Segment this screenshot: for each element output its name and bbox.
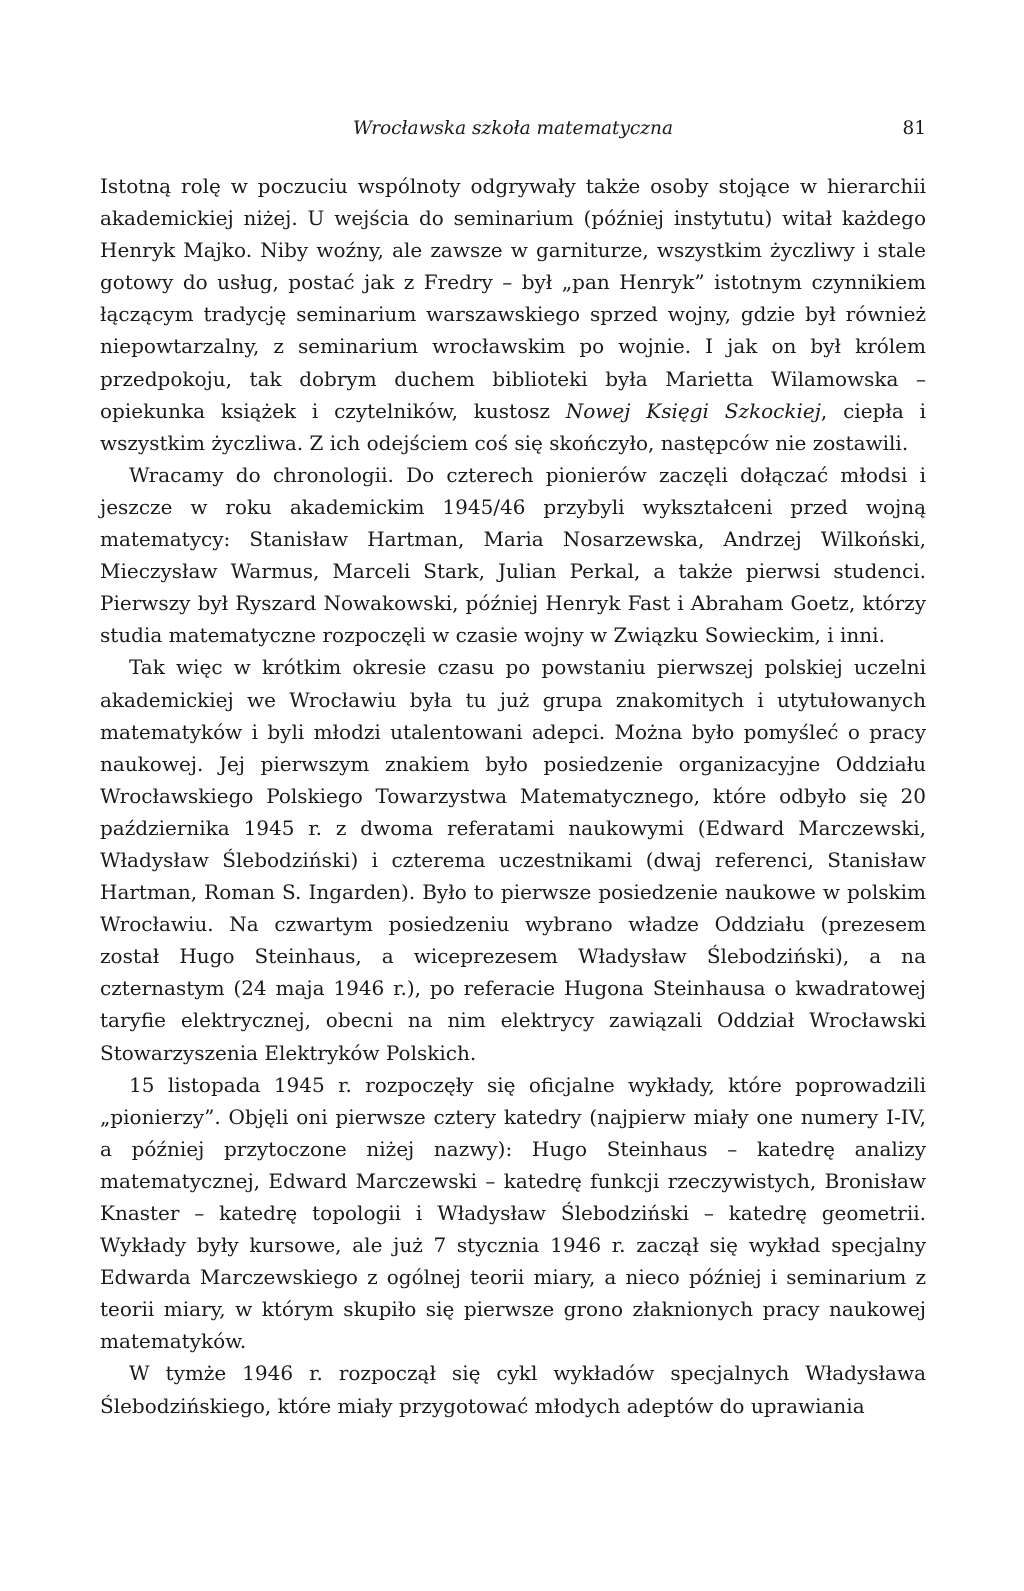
paragraph-text: , ciepła i wszystkim życzliwa. Z ich odejściem coś się skończyło, następców nie zostawili.	[100, 398, 926, 455]
paragraph-special-lectures: W tymże 1946 r. rozpoczął się cykl wykładów specjalnych Władysława Ślebodzińskiego, które miały przygotować młodych adeptów do uprawiania	[100, 1361, 926, 1418]
body-text	[100, 170, 926, 1422]
paragraph-staff	[100, 170, 926, 459]
page-number: 81	[902, 118, 926, 139]
paragraph-lectures: 15 listopada 1945 r. rozpoczęły się oficjalne wykłady, które poprowadzili „pionierzy”. Objęli oni pierwsze cztery katedry (najpierw miały one numery I-IV, a później przytoczone niżej nazwy): Hugo Steinhaus – katedrę analizy matematycznej, Edward Marczewski – katedrę funkcji rzeczywistych, Bronisław Knaster – katedrę topologii i Władysław Ślebodziński – katedrę geometrii. Wykłady były kursowe, ale już 7 stycznia 1946 r. zaczął się wykład specjalny Edwarda Marczewskiego z ogólnej teorii miary, a nieco później i seminarium z teorii miary, w którym skupiło się pierwsze grono złaknionych pracy naukowej matematyków.	[100, 1072, 926, 1354]
paragraph-chronology: Wracamy do chronologii. Do czterech pionierów zaczęli dołączać młodsi i jeszcze w roku akademickim 1945/46 przybyli wykształceni przed wojną matematycy: Stanisław Hartman, Maria Nosarzewska, Andrzej Wilkoński, Mieczysław Warmus, Marceli Stark, Julian Perkal, a także pierwsi studenci. Pierwszy był Ryszard Nowakowski, później Henryk Fast i Abraham Goetz, którzy studia matematyczne rozpoczęli w czasie wojny w Związku Sowieckim, i inni.	[100, 462, 926, 648]
running-head	[100, 114, 926, 144]
book-page	[100, 0, 926, 1591]
running-title: Wrocławska szkoła matematyczna	[353, 118, 673, 139]
book-title-italic: Nowej Księgi Szkockiej	[565, 398, 821, 423]
paragraph-society: Tak więc w krótkim okresie czasu po powstaniu pierwszej polskiej uczelni akademickiej we Wrocławiu była tu już grupa znakomitych i utytułowanych matematyków i byli młodzi utalentowani adepci. Można było pomyśleć o pracy naukowej. Jej pierwszym znakiem było posiedzenie organizacyjne Oddziału Wrocławskiego Polskiego Towarzystwa Matematycznego, które odbyło się 20 października 1945 r. z dwoma referatami naukowymi (Edward Marczewski, Władysław Ślebodziński) i czterema uczestnikami (dwaj referenci, Stanisław Hartman, Roman S. Ingarden). Było to pierwsze posiedzenie naukowe w polskim Wrocławiu. Na czwartym posiedzeniu wybrano władze Oddziału (prezesem został Hugo Steinhaus, a wiceprezesem Władysław Ślebodziński), a na czternastym (24 maja 1946 r.), po referacie Hugona Steinhausa o kwadratowej taryfie elektrycznej, obecni na nim elektrycy zawiązali Oddział Wrocławski Stowarzyszenia Elektryków Polskich.	[100, 655, 926, 1065]
paragraph-text: Istotną rolę w poczuciu wspólnoty odgrywały także osoby stojące w hierarchii akademickiej niżej. U wejścia do seminarium (później instytutu) witał każdego Henryk Majko. Niby woźny, ale zawsze w garniturze, wszystkim życzliwy i stale gotowy do usług, postać jak z Fredry – był „pan Henryk” istotnym czynnikiem łączącym tradycję seminarium warszawskiego sprzed wojny, gdzie był również niepowtarzalny, z seminarium wrocławskim po wojnie. I jak on był królem przedpokoju, tak dobrym duchem biblioteki była Marietta Wilamowska – opiekunka książek i czytelników, kustosz	[100, 174, 926, 423]
